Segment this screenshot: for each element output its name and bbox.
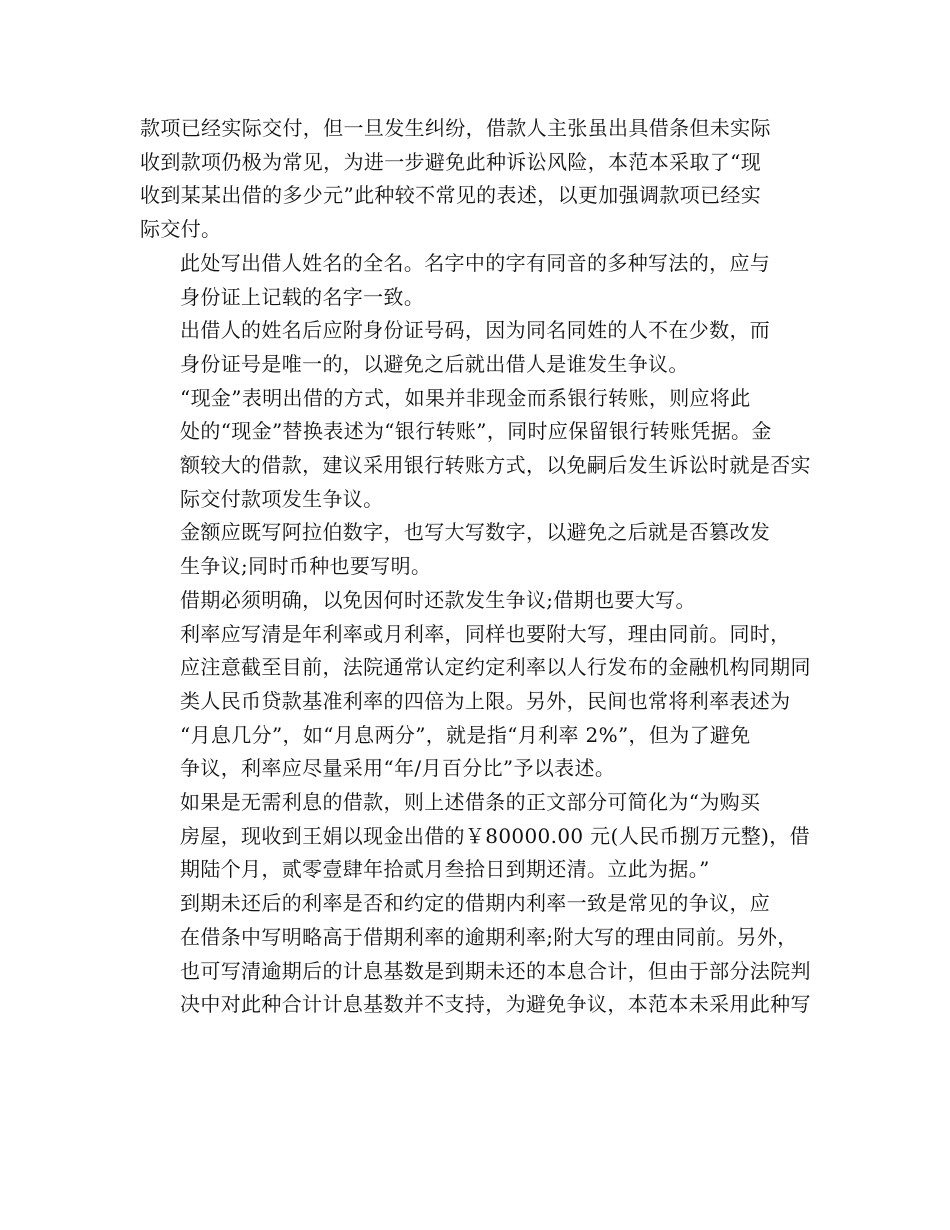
text-line: 房屋，现收到王娟以现金出借的￥80000.00 元(人民币捌万元整)，借 xyxy=(180,823,810,848)
text-line: 身份证上记载的名字一致。 xyxy=(180,284,425,309)
paragraph xyxy=(140,584,816,618)
text-line: “现金”表明出借的方式，如果并非现金而系银行转账，则应将此 xyxy=(180,385,751,410)
text-line: 争议，利率应尽量采用“年/月百分比”予以表述。 xyxy=(180,756,616,781)
text-line: 此处写出借人姓名的全名。名字中的字有同音的多种写法的，应与 xyxy=(180,250,771,275)
text-line: 在借条中写明略高于借期利率的逾期利率;附大写的理由同前。另外， xyxy=(180,924,798,949)
paragraph xyxy=(140,516,816,583)
text-line: 利率应写清是年利率或月利率，同样也要附大写，理由同前。同时， xyxy=(180,621,791,646)
text-line: 出借人的姓名后应附身份证号码，因为同名同姓的人不在少数，而 xyxy=(180,318,771,343)
text-line: 身份证号是唯一的，以避免之后就出借人是谁发生争议。 xyxy=(180,351,689,376)
text-line: 额较大的借款，建议采用银行转账方式，以免嗣后发生诉讼时就是否实 xyxy=(180,453,811,478)
text-line: 收到某某出借的多少元”此种较不常见的表述，以更加强调款项已经实 xyxy=(140,183,762,208)
text-line: 收到款项仍极为常见，为进一步避免此种诉讼风险，本范本采取了“现 xyxy=(140,149,762,174)
text-line: 处的“现金”替换表述为“银行转账”，同时应保留银行转账凭据。金 xyxy=(180,419,772,444)
paragraph xyxy=(140,618,816,787)
paragraph xyxy=(140,887,816,1022)
text-line: 金额应既写阿拉伯数字，也写大写数字，以避免之后就是否篡改发 xyxy=(180,520,771,545)
text-line: 生争议;同时币种也要写明。 xyxy=(180,554,432,579)
text-line: 也可写清逾期后的计息基数是到期未还的本息合计，但由于部分法院判 xyxy=(180,958,811,983)
text-line: 决中对此种合计计息基数并不支持，为避免争议，本范本未采用此种写 xyxy=(180,992,811,1017)
paragraph xyxy=(140,247,816,314)
text-line: 应注意截至目前，法院通常认定约定利率以人行发布的金融机构同期同 xyxy=(180,655,811,680)
text-line: 际交付。 xyxy=(140,217,222,242)
paragraph xyxy=(140,786,816,887)
paragraph xyxy=(140,382,816,517)
text-line: 款项已经实际交付，但一旦发生纠纷，借款人主张虽出具借条但未实际 xyxy=(140,116,771,140)
text-line: “月息几分”，如“月息两分”，就是指“月利率 2%”，但为了避免 xyxy=(180,722,751,747)
text-line: 际交付款项发生争议。 xyxy=(180,486,384,511)
text-line: 类人民币贷款基准利率的四倍为上限。另外，民间也常将利率表述为 xyxy=(180,688,791,713)
text-line: 到期未还后的利率是否和约定的借期内利率一致是常见的争议，应 xyxy=(180,891,771,916)
text-line: 期陆个月，贰零壹肆年拾贰月叁拾日到期还清。立此为据。” xyxy=(180,857,710,882)
text-line: 借期必须明确，以免因何时还款发生争议;借期也要大写。 xyxy=(180,587,696,612)
document-body xyxy=(140,112,816,1022)
paragraph xyxy=(140,314,816,381)
text-line: 如果是无需利息的借款，则上述借条的正文部分可简化为“为购买 xyxy=(180,790,761,815)
paragraph xyxy=(140,112,816,247)
